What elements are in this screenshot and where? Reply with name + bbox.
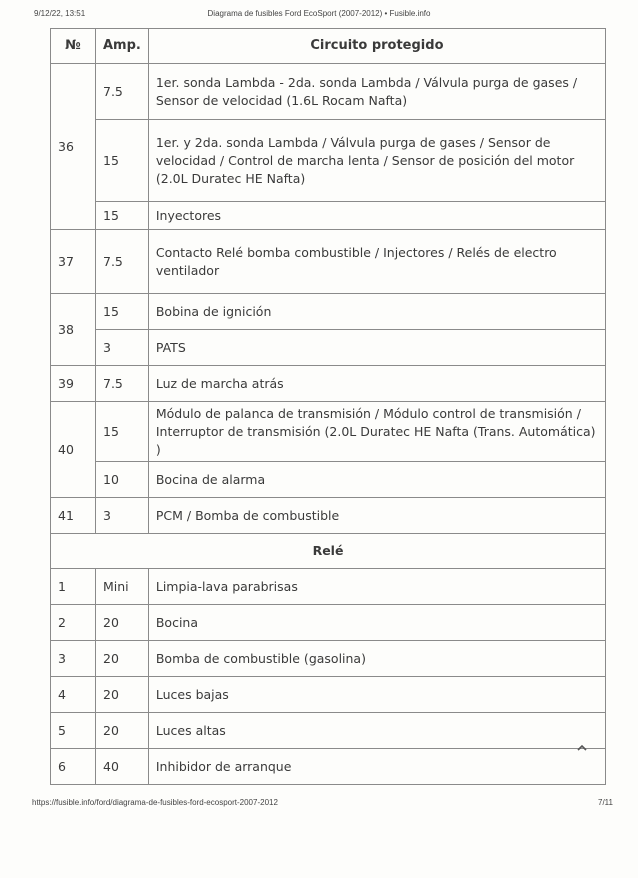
fuse-row — [51, 64, 606, 120]
fuse-description: Contacto Relé bomba combustible / Injectores / Relés de electro ventilador — [148, 230, 605, 294]
fuse-number: 36 — [51, 64, 96, 230]
fuse-amp: 15 — [96, 120, 149, 202]
fuse-row — [51, 120, 606, 202]
relay-section-title: Relé — [51, 534, 606, 569]
fuse-description: Bocina de alarma — [148, 462, 605, 498]
fuse-amp: 3 — [96, 498, 149, 534]
fuse-row — [51, 330, 606, 366]
col-number-header: № — [51, 29, 96, 64]
relay-row — [51, 569, 606, 605]
relay-amp: 20 — [96, 713, 149, 749]
relay-description: Luces bajas — [148, 677, 605, 713]
relay-row — [51, 641, 606, 677]
fuse-row — [51, 202, 606, 230]
fuse-row — [51, 402, 606, 462]
relay-amp: 20 — [96, 641, 149, 677]
relay-description: Bomba de combustible (gasolina) — [148, 641, 605, 677]
page-title: Diagrama de fusibles Ford EcoSport (2007-2012) • Fusible.info — [207, 9, 431, 18]
relay-description: Limpia-lava parabrisas — [148, 569, 605, 605]
relay-body — [51, 534, 606, 569]
fuse-amp: 10 — [96, 462, 149, 498]
fuse-description: PCM / Bomba de combustible — [148, 498, 605, 534]
page-number: 7/11 — [598, 798, 613, 807]
relay-amp: 20 — [96, 677, 149, 713]
relay-row — [51, 713, 606, 749]
fuse-description: Luz de marcha atrás — [148, 366, 605, 402]
relay-amp: 40 — [96, 749, 149, 785]
fuse-amp: 15 — [96, 294, 149, 330]
relay-description: Inhibidor de arranque — [148, 749, 605, 785]
relay-rows — [51, 569, 606, 785]
relay-description: Bocina — [148, 605, 605, 641]
relay-number: 3 — [51, 641, 96, 677]
relay-number: 5 — [51, 713, 96, 749]
fuse-amp: 7.5 — [96, 230, 149, 294]
fuse-row — [51, 462, 606, 498]
fuse-amp: 15 — [96, 402, 149, 462]
fuse-body — [51, 64, 606, 534]
fuse-number: 40 — [51, 402, 96, 498]
fuse-description: PATS — [148, 330, 605, 366]
table-header-row — [51, 29, 606, 64]
relay-number: 4 — [51, 677, 96, 713]
fuse-description: Bobina de ignición — [148, 294, 605, 330]
fuse-table — [50, 28, 606, 785]
fuse-description: Inyectores — [148, 202, 605, 230]
fuse-row — [51, 230, 606, 294]
fuse-number: 41 — [51, 498, 96, 534]
relay-row — [51, 749, 606, 785]
fuse-number: 38 — [51, 294, 96, 366]
relay-row — [51, 677, 606, 713]
fuse-row — [51, 498, 606, 534]
fuse-amp: 3 — [96, 330, 149, 366]
fuse-amp: 15 — [96, 202, 149, 230]
fuse-amp: 7.5 — [96, 366, 149, 402]
col-desc-header: Circuito protegido — [148, 29, 605, 64]
relay-number: 1 — [51, 569, 96, 605]
fuse-row — [51, 294, 606, 330]
fuse-amp: 7.5 — [96, 64, 149, 120]
fuse-description: 1er. y 2da. sonda Lambda / Válvula purga de gases / Sensor de velocidad / Control de marcha lenta / Sensor de posición del motor (2.0L Duratec HE Nafta) — [148, 120, 605, 202]
fuse-number: 39 — [51, 366, 96, 402]
col-amp-header: Amp. — [96, 29, 149, 64]
relay-number: 6 — [51, 749, 96, 785]
fuse-number: 37 — [51, 230, 96, 294]
fuse-description: 1er. sonda Lambda - 2da. sonda Lambda / Válvula purga de gases / Sensor de velocidad (1.6L Rocam Nafta) — [148, 64, 605, 120]
chevron-up-icon[interactable] — [577, 744, 587, 752]
relay-amp: 20 — [96, 605, 149, 641]
relay-number: 2 — [51, 605, 96, 641]
fuse-row — [51, 366, 606, 402]
relay-row — [51, 605, 606, 641]
relay-amp: Mini — [96, 569, 149, 605]
relay-section-row — [51, 534, 606, 569]
fuse-description: Módulo de palanca de transmisión / Módulo control de transmisión / Interruptor de transmisión (2.0L Duratec HE Nafta (Trans. Automática) ) — [148, 402, 605, 462]
relay-description: Luces altas — [148, 713, 605, 749]
footer-url: https://fusible.info/ford/diagrama-de-fusibles-ford-ecosport-2007-2012 — [32, 798, 278, 807]
print-datetime: 9/12/22, 13:51 — [34, 9, 86, 18]
